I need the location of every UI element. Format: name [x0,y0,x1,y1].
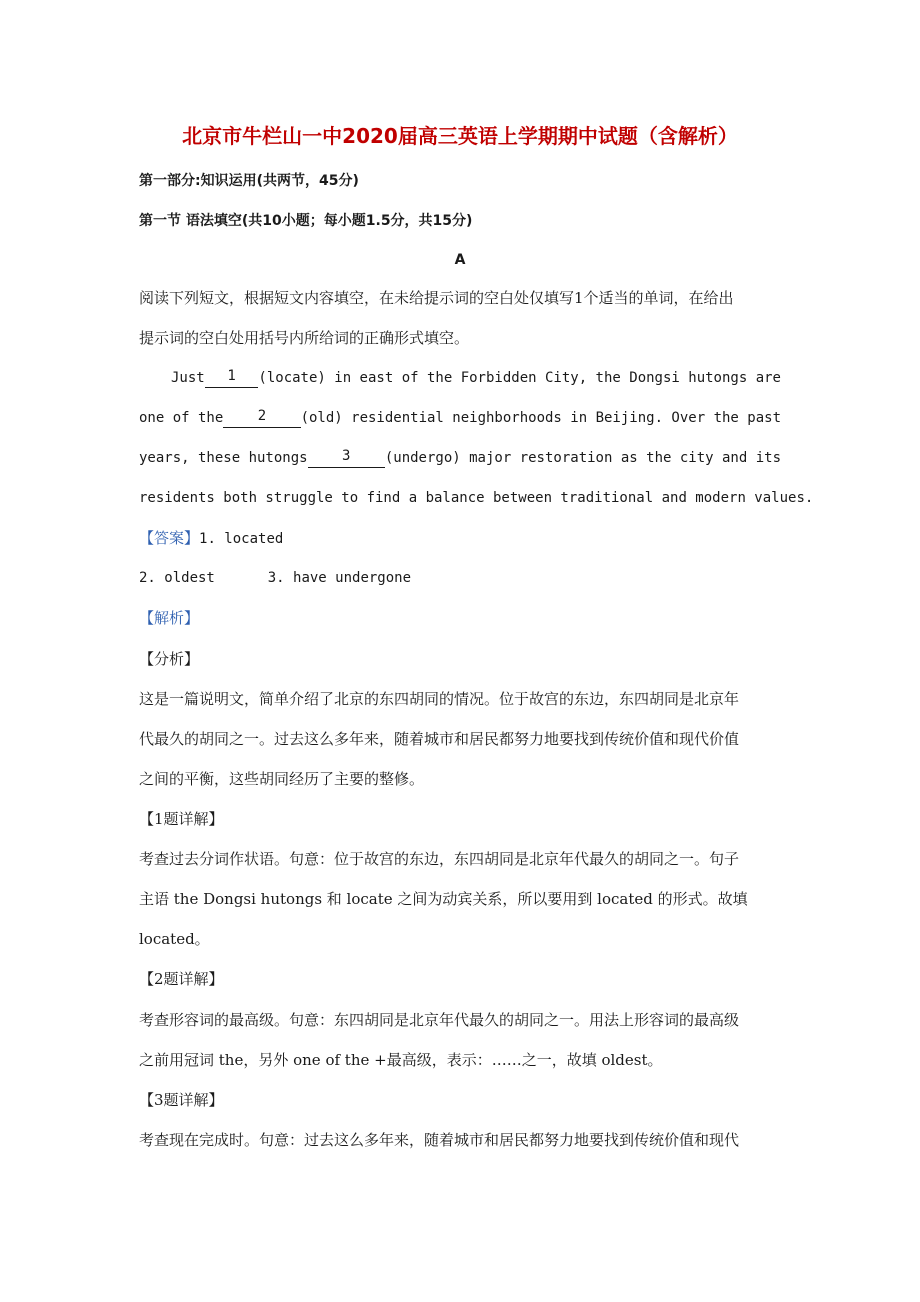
fenxi-line: 之间的平衡，这些胡同经历了主要的整修。 [139,770,425,788]
answer-3: 3. have undergone [267,570,412,586]
passage-line-4: residents both struggle to find a balance between traditional and modern values. [139,490,814,506]
passage-text: (locate) in east of the Forbidden City, the Dongsi hutongs are [258,370,781,386]
answer-label: 【答案】 [139,529,200,547]
passage-text: (undergo) major restoration as the city and its [384,450,781,466]
q1-line: 主语 the Dongsi hutongs 和 locate 之间为动宾关系，所以要用到 located 的形式。故填 [139,890,748,908]
blank-3: 3 [308,448,385,468]
instruction-line: 阅读下列短文，根据短文内容填空，在未给提示词的空白处仅填写1个适当的单词，在给出 [139,289,734,307]
q1-label: 【1题详解】 [139,810,224,828]
passage-text: one of the [139,410,224,426]
document-title: 北京市牛栏山一中2020届高三英语上学期期中试题（含解析） [182,124,738,148]
passage-line-1 [139,368,781,388]
analysis-label: 【解析】 [139,609,200,627]
q1-line: located。 [139,930,210,948]
q2-label: 【2题详解】 [139,970,224,988]
q1-line: 考查过去分词作状语。句意：位于故宫的东边，东四胡同是北京年代最久的胡同之一。句子 [139,850,740,868]
passage-line-2 [139,408,781,428]
passage-text: (old) residential neighborhoods in Beijing. Over the past [300,410,781,426]
answer-line-2 [139,568,411,588]
passage-label: A [454,252,466,268]
section-heading: 第一节 语法填空(共10小题；每小题1.5分，共15分) [139,213,473,229]
passage-line-3 [139,448,781,468]
q3-label: 【3题详解】 [139,1091,224,1109]
blank-1: 1 [205,368,259,388]
fenxi-line: 这是一篇说明文，简单介绍了北京的东四胡同的情况。位于故宫的东边，东四胡同是北京年 [139,690,740,708]
q3-line: 考查现在完成时。句意：过去这么多年来，随着城市和居民都努力地要找到传统价值和现代 [139,1131,740,1149]
answer-line [139,528,283,549]
q2-line: 之前用冠词 the，另外 one of the +最高级，表示：……之一，故填 oldest。 [139,1051,663,1069]
passage-text: Just [171,370,205,386]
fenxi-label: 【分析】 [139,650,200,668]
answer-2: 2. oldest [139,570,215,586]
fenxi-line: 代最久的胡同之一。过去这么多年来，随着城市和居民都努力地要找到传统价值和现代价值 [139,730,740,748]
answer-1: 1. located [199,531,284,547]
blank-2: 2 [223,408,300,428]
q2-line: 考查形容词的最高级。句意：东四胡同是北京年代最久的胡同之一。用法上形容词的最高级 [139,1011,740,1029]
instruction-line: 提示词的空白处用括号内所给词的正确形式填空。 [139,329,470,347]
passage-text: years, these hutongs [139,450,308,466]
part-heading: 第一部分:知识运用(共两节，45分) [139,173,359,189]
